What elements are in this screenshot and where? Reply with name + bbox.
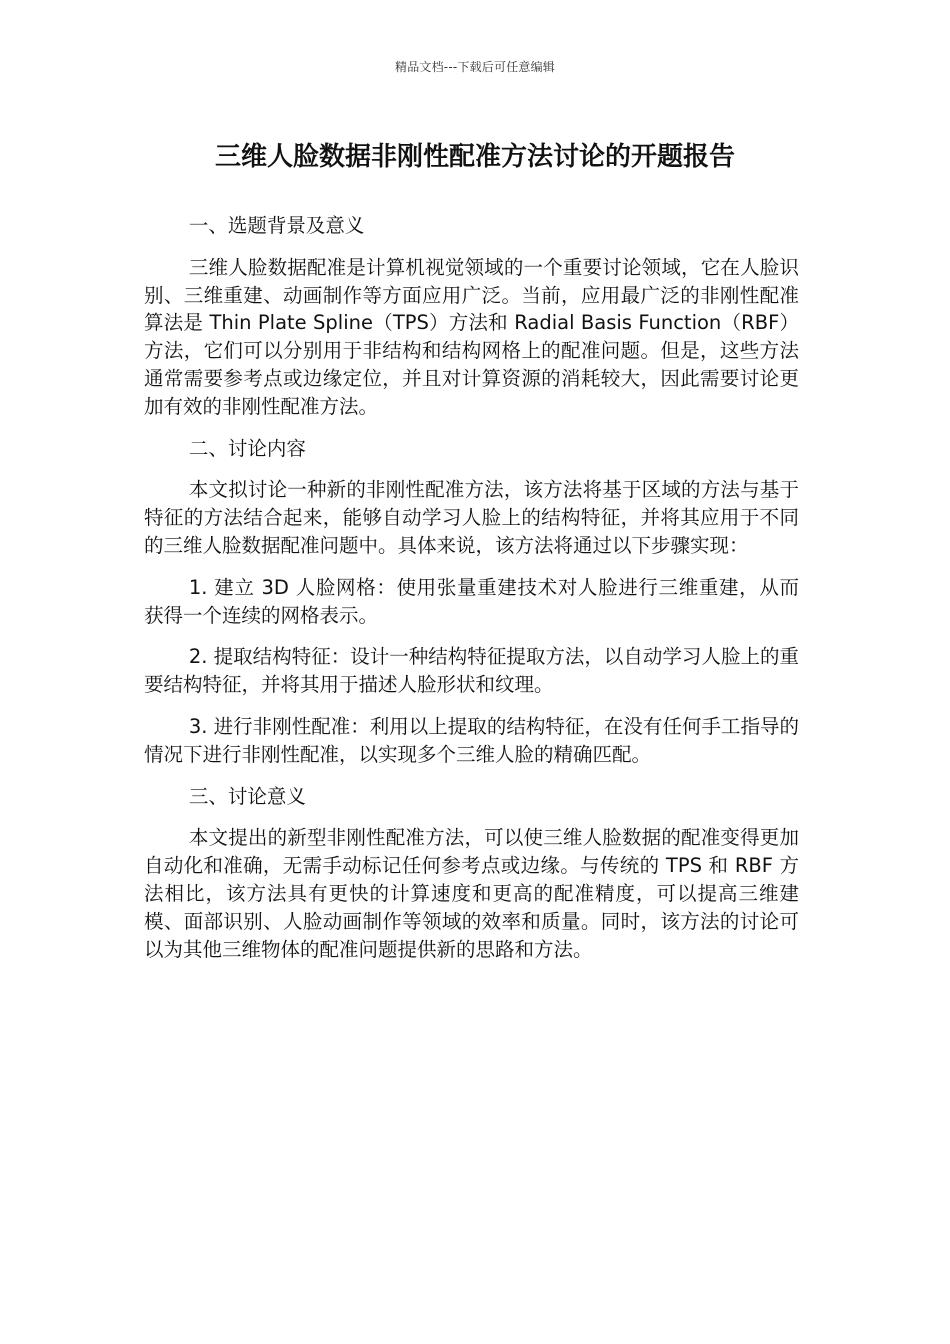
document-title: 三维人脸数据非刚性配准方法讨论的开题报告: [214, 142, 735, 172]
section-heading-significance: 三、讨论意义: [188, 784, 306, 808]
list-item-step-2: 2. 提取结构特征：设计一种结构特征提取方法，以自动学习人脸上的重要结构特征，并将其用于描述人脸形状和纹理。: [144, 645, 799, 697]
paragraph-significance: 本文提出的新型非刚性配准方法，可以使三维人脸数据的配准变得更加自动化和准确，无需手动标记任何参考点或边缘。与传统的 TPS 和 RBF 方法相比，该方法具有更快的计算速度和更高的配准精度，可以提高三维建模、面部识别、人脸动画制作等领域的效率和质量。同时，该方法的讨论可以为其他三维物体的配准问题提供新的思路和方法。: [144, 826, 799, 961]
paragraph-content-intro: 本文拟讨论一种新的非刚性配准方法，该方法将基于区域的方法与基于特征的方法结合起来，能够自动学习人脸上的结构特征，并将其应用于不同的三维人脸数据配准问题中。具体来说，该方法将通过以下步骤实现：: [144, 478, 799, 557]
document-body: [144, 212, 799, 977]
list-item-step-3: 3. 进行非刚性配准：利用以上提取的结构特征，在没有任何手工指导的情况下进行非刚性配准，以实现多个三维人脸的精确匹配。: [144, 714, 799, 766]
list-item-step-1: 1. 建立 3D 人脸网格：使用张量重建技术对人脸进行三维重建，从而获得一个连续的网格表示。: [144, 575, 799, 627]
section-heading-content: 二、讨论内容: [188, 436, 306, 460]
section-heading-background: 一、选题背景及意义: [188, 214, 365, 237]
paragraph-background: 三维人脸数据配准是计算机视觉领域的一个重要讨论领域，它在人脸识别、三维重建、动画制作等方面应用广泛。当前，应用最广泛的非刚性配准算法是 Thin Plate Spline（TPS）方法和 Radial Basis Function（RBF）方法，它们可以分别用于非结构和结构网格上的配准问题。但是，这些方法通常需要参考点或边缘定位，并且对计算资源的消耗较大，因此需要讨论更加有效的非刚性配准方法。: [144, 255, 799, 418]
header-note: 精品文档---下载后可任意编辑: [395, 60, 555, 74]
